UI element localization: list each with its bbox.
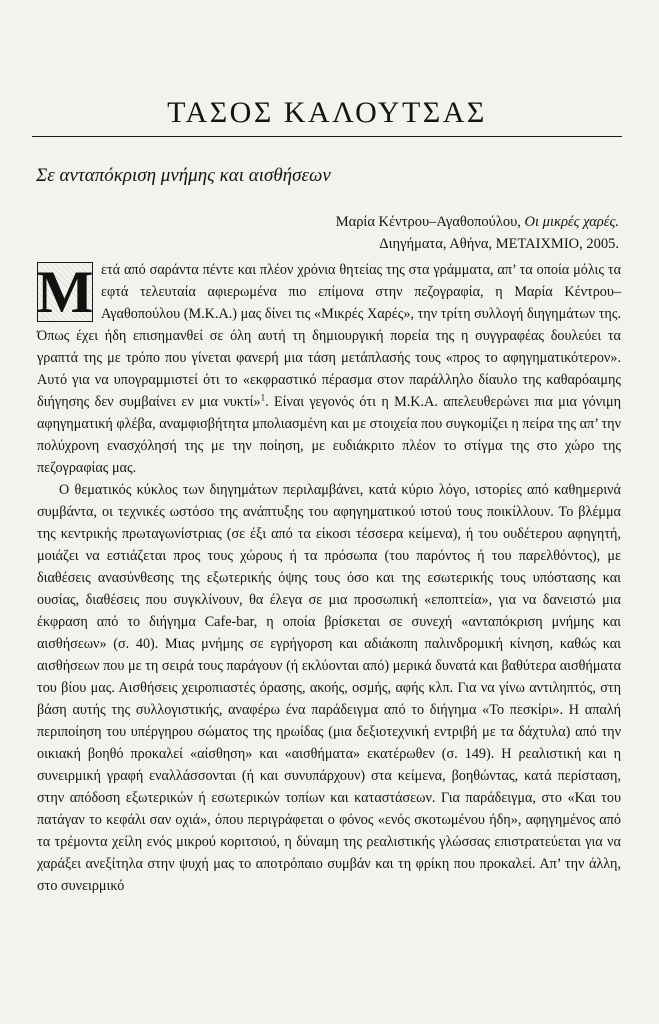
drop-cap-letter: Μ (36, 259, 94, 325)
citation-book-title: Οι μικρές χαρές. (524, 214, 619, 230)
article-body (37, 259, 621, 897)
footnote-marker: 1 (260, 392, 266, 403)
running-header-author: ΤΑΣΟΣ ΚΑΛΟΥΤΣΑΣ (32, 96, 622, 137)
paragraph-2: Ο θεματικός κύκλος των διηγημάτων περιλαμβάνει, κατά κύριο λόγο, ιστορίες από καθημερινά συμβάντα, οι τεχνικές ωστόσο της ανάπτυξης του αφηγηματικού ιστού τους ποικίλλουν. Το βλέμμα της κεντρικής πρωταγωνίστριας (σε έξι από τα είκοσι τέσσερα κείμενα), ή του ουδέτερου αφηγητή, μοιάζει να εστιάζεται προς τους χώρους ή τα πρόσωπα (του παρόντος ή του παρελθόντος), με διαθέσεις ανασύνθεσης της εξωτερικής όψης τους όσο και της εσωτερικής τους υπόστασης και ουσίας, διαθέσεις που συγκλίνουν, θα έλεγα σε μια προσωπική «εποπτεία», για να δανειστώ μια έκφραση από το διήγημα Cafe-bar, η οποία βρίσκεται σε συνεχή «ανταπόκριση μνήμης και αισθήσεων» (σ. 40). Μιας μνήμης σε εγρήγορση και αδιάκοπη παλινδρομική κίνηση, καθώς και αισθήσεων που με τη σειρά τους παράγουν (ή εκλύονται από) μερικά δυνατά και βαθύτερα αισθήματα του βίου μας. Αισθήσεις χειροπιαστές όρασης, ακοής, οσμής, αφής κλπ. Για να γίνω αντιληπτός, στη βάση αυτής της συλλογιστικής, αναφέρω ένα παράδειγμα από το διήγημα «Το πεσκίρι». Η απαλή περιποίηση του υπέργηρου σώματος της ηρωίδας (μια δεξιοτεχνική εντριβή με τα δάχτυλα) από την οικιακή βοηθό προκαλεί «αίσθηση» και «αισθήματα» εκατέρωθεν (σ. 149). Η ρεαλιστική και η συνειρμική γραφή εναλλάσσονται (ή και συνυπάρχουν) στα κείμενα, βοηθώντας, κατά περίσταση, στην απόδοση εξωτερικών ή εσωτερικών τοπίων και καταστάσεων. Για παράδειγμα, στο «Και του πατάγαν το κεφάλι σαν οχιά», όπου περιγράφεται ο φόνος «ενός σκοτωμένου ήδη», αφηγημένος από τα τρέμοντα χείλη ενός μικρού κοριτσιού, η δύναμη της ρεαλιστικής γλώσσας επιστρατεύεται για να χαράξει ανεξίτηλα στην ψυχή μας το αποτρόπαιο συμβάν και τη φρίκη που προκαλεί. Απ’ την άλλη, στο συνειρμικό (37, 482, 621, 894)
citation-author: Μαρία Κέντρου–Αγαθοπούλου, (335, 214, 521, 230)
citation-line-2: Διηγήματα, Αθήνα, ΜΕΤΑΙΧΜΙΟ, 2005. (379, 236, 619, 252)
citation-line-1 (139, 211, 619, 233)
article-title: Σε ανταπόκριση μνήμης και αισθήσεων (36, 165, 331, 186)
book-citation (139, 211, 619, 255)
paragraph-1-text: ετά από σαράντα πέντε και πλέον χρόνια θητείας της στα γράμματα, απ’ τα οποία μόλις τα εφτά τελευταία αφιερωμένα πιο επίμονα στην πεζογραφία, η Μαρία Κέντρου–Αγαθοπούλου (Μ.Κ.Α.) μας δίνει τις «Μικρές Χαρές», την τρίτη συλλογή διηγημάτων της. Όπως έχει ήδη επισημανθεί σε όλη αυτή τη δημιουργική πορεία της η συγγραφέας δουλεύει τα γραπτά της με τρόπο που γίνεται φανερή μια τάση μετάπλασής τους «προς το αφηγηματικότερον». Αυτό για να υπογραμμιστεί ότι το «εκφραστικό πέρασμα στον παράλληλο δίαυλο της καθαρόαιμης διήγησης δεν συμβαίνει εν μια νυκτί» (37, 262, 621, 410)
paragraph-1 (37, 259, 621, 479)
paragraph-1-tail: . Είναι γεγονός ότι η Μ.Κ.Α. απελευθερώνει πια μια γόνιμη αφηγηματική φλέβα, αναμφισβήτητα μπολιασμένη και με στοιχεία που συγκομίζει η πείρα της απ’ την πολύχρονη ενασχόλησή της με την ποίηση, με ευδιάκριτο πλέον το στίγμα της στο χώρο της πεζογραφίας μας. (37, 394, 621, 476)
